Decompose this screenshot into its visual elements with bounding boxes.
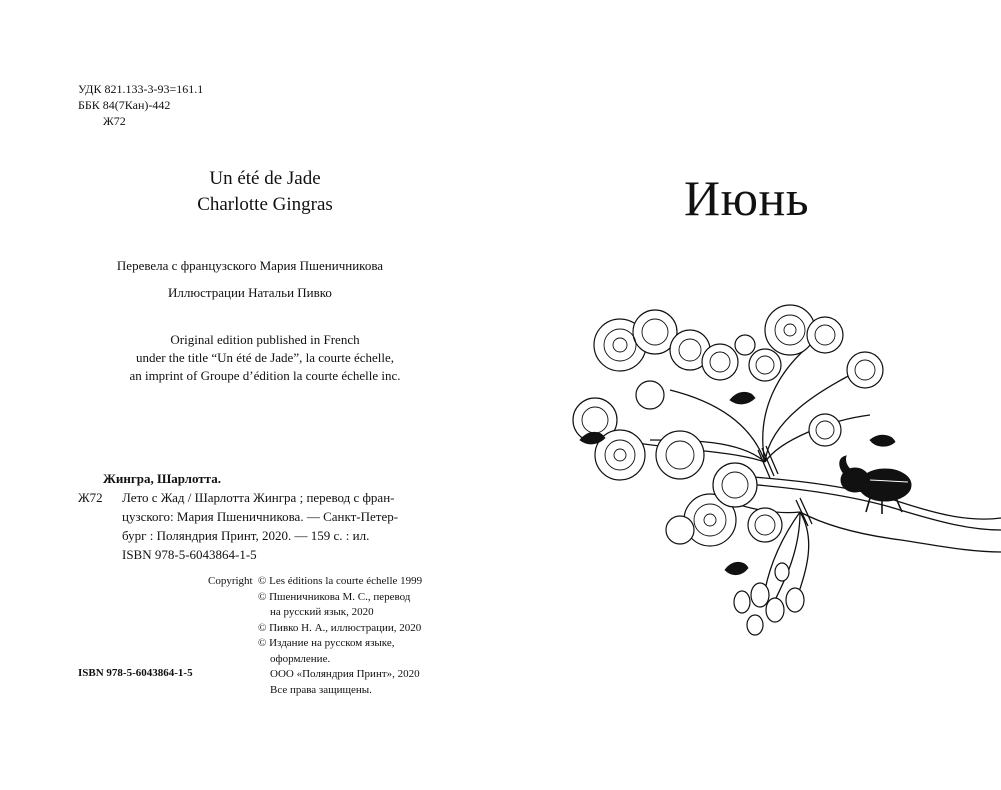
flower-bud <box>751 583 769 607</box>
bibliographic-line: цузского: Мария Пшеничникова. — Санкт-Петер- <box>122 509 399 524</box>
flower-bud <box>766 598 784 622</box>
translator-credit: Перевела с французского Мария Пшеничникова <box>116 258 384 273</box>
copyright-entry: © Пивко Н. А., иллюстрации, 2020 <box>258 621 422 634</box>
flower-bud <box>747 615 763 635</box>
original-title-block <box>0 166 530 218</box>
flowering-branch-with-beetle-icon <box>570 290 1001 640</box>
peony-flower <box>656 431 704 479</box>
original-edition-line: under the title “Un été de Jade”, la courte échelle, <box>135 350 395 365</box>
copyright-entry: © Les éditions la courte échelle 1999 <box>258 575 423 587</box>
copyright-entry-cont: ООО «Поляндрия Принт», 2020 <box>270 668 420 680</box>
classification-codes <box>78 81 203 129</box>
udk-code: УДК 821.133-3-93=161.1 <box>78 82 204 96</box>
bibliographic-line: Лето с Жад / Шарлотта Жингра ; перевод с фран- <box>122 490 395 505</box>
copyright-entry: © Пшеничникова М. С., перевод <box>258 590 411 603</box>
peony-flower <box>807 317 843 353</box>
original-edition-line: an imprint of Groupe d’édition la courte échelle inc. <box>129 368 401 383</box>
illustrator-credit: Иллюстрации Натальи Пивко <box>168 285 332 300</box>
original-edition-note <box>0 331 530 385</box>
peony-flower <box>666 516 694 544</box>
flower-bud <box>775 563 789 581</box>
original-title: Un été de Jade <box>209 168 321 189</box>
copyright-block <box>208 574 422 698</box>
flower-bud <box>734 591 750 613</box>
peony-flower <box>809 414 841 446</box>
month-title: Июнь <box>684 170 810 226</box>
flower-bud <box>786 588 804 612</box>
beetle-icon <box>840 456 911 514</box>
bibliographic-row <box>78 488 468 507</box>
bibliographic-record <box>78 469 468 564</box>
peony-flower <box>847 352 883 388</box>
leaf <box>730 392 755 404</box>
leaf <box>725 562 748 574</box>
peony-flower <box>636 381 664 409</box>
peony-flower <box>748 508 782 542</box>
bibliographic-author: Жингра, Шарлотта. <box>103 471 221 486</box>
bibliographic-code: Ж72 <box>78 490 103 505</box>
copyright-entry-cont: на русский язык, 2020 <box>270 606 374 618</box>
peony-flower <box>713 463 757 507</box>
bibliographic-line: бург : Поляндрия Принт, 2020. — 159 с. : ил. <box>122 528 370 543</box>
original-edition-line: Original edition published in French <box>170 332 360 347</box>
author-mark: Ж72 <box>103 114 126 128</box>
leaf <box>870 435 895 446</box>
bibliographic-isbn: ISBN 978-5-6043864-1-5 <box>122 547 257 562</box>
peony-flower <box>735 335 755 355</box>
isbn-bottom: ISBN 978-5-6043864-1-5 <box>78 667 193 679</box>
left-page <box>0 0 500 790</box>
peony-flower <box>702 344 738 380</box>
copyright-label: Copyright <box>208 575 253 587</box>
copyright-row <box>208 574 422 590</box>
original-author: Charlotte Gingras <box>197 194 333 215</box>
peony-flower <box>749 349 781 381</box>
copyright-entry-cont: оформление. <box>270 652 331 665</box>
copyright-entry: © Издание на русском языке, <box>258 637 395 649</box>
bbk-code: ББК 84(7Кан)-442 <box>78 98 171 112</box>
copyright-entry: Все права защищены. <box>270 683 372 696</box>
